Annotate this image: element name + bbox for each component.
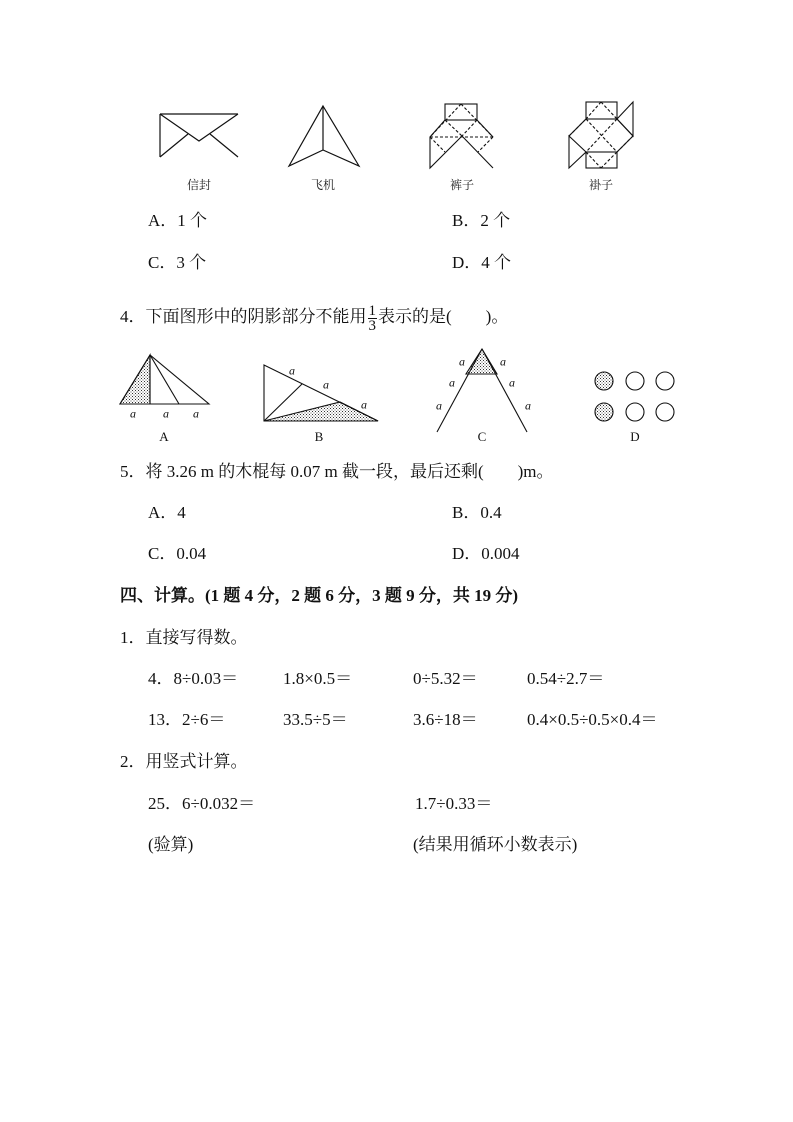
var-a: a [436, 398, 442, 413]
question-number: 1． [120, 628, 146, 647]
calc-item: 13．2÷6＝ [148, 710, 226, 729]
calc-item: 33.5÷5＝ [283, 710, 348, 729]
option-text: 0.4 [480, 503, 502, 522]
q5-question [120, 462, 554, 482]
pants-label: 裤子 [449, 178, 475, 192]
var-a: a [525, 398, 531, 413]
q4-figures [0, 0, 793, 460]
question-number: 5． [120, 462, 146, 481]
var-a: a [361, 397, 367, 412]
calc-item: 3.6÷18＝ [413, 710, 478, 729]
envelope-label: 信封 [186, 178, 212, 192]
question-text: 将 3.26 m 的木棍每 0.07 m 截一段，最后还剩( )m。 [145, 462, 554, 481]
var-a: a [500, 354, 506, 369]
figure-a [120, 355, 209, 404]
figure-a-label[interactable]: A [159, 429, 169, 444]
var-a: a [289, 363, 295, 378]
q5-option-d[interactable] [452, 544, 520, 564]
var-a: a [449, 375, 455, 390]
calc-item: 0.54÷2.7＝ [527, 669, 605, 688]
fraction-numerator: 1 [368, 302, 376, 319]
option-text: 4 [177, 503, 186, 522]
option-letter: B． [452, 211, 481, 230]
option-letter: C． [148, 253, 177, 272]
option-letter: A． [148, 211, 178, 230]
calc-item: 1.8×0.5＝ [283, 669, 353, 688]
q5-option-b[interactable] [452, 503, 502, 523]
question-number: 2． [120, 752, 146, 771]
option-letter: C． [148, 544, 177, 563]
var-a: a [459, 354, 465, 369]
question-text: 用竖式计算。 [145, 752, 248, 771]
vertical-calc-item: 25．6÷0.032＝ [148, 794, 256, 813]
option-letter: A． [148, 503, 178, 522]
var-a: a [323, 377, 329, 392]
var-a: a [130, 406, 136, 421]
option-letter: D． [452, 544, 482, 563]
section-4-title: 四、计算。(1 题 4 分，2 题 6 分，3 题 9 分，共 19 分) [120, 586, 519, 605]
figure-d-label[interactable]: D [630, 429, 640, 444]
section-4-sub2-title [120, 752, 248, 772]
repeating-decimal-note: (结果用循环小数表示) [413, 835, 578, 854]
figure-c-label[interactable]: C [477, 429, 487, 444]
figure-b [264, 365, 378, 421]
option-text: 3 个 [176, 253, 207, 272]
q5-option-a[interactable] [148, 503, 186, 523]
option-letter: D． [452, 253, 482, 272]
question-text-suffix: 表示的是( )。 [378, 307, 509, 326]
figure-c [437, 349, 527, 432]
option-text: 0.004 [481, 544, 520, 563]
option-letter: B． [452, 503, 481, 522]
option-text: 0.04 [176, 544, 207, 563]
option-text: 2 个 [480, 211, 511, 230]
section-4-sub1-title [120, 628, 248, 648]
fraction-denominator: 3 [368, 317, 376, 334]
verification-note: (验算) [148, 835, 194, 854]
shirt-label: 褂子 [588, 178, 614, 192]
q5-option-c[interactable] [148, 544, 206, 564]
figure-b-label[interactable]: B [314, 429, 324, 444]
option-text: 1 个 [177, 211, 208, 230]
question-number: 4． [120, 307, 146, 326]
question-text: 直接写得数。 [145, 628, 248, 647]
var-a: a [509, 375, 515, 390]
calc-item: 0.4×0.5÷0.5×0.4＝ [527, 710, 658, 729]
vertical-calc-item: 1.7÷0.33＝ [415, 794, 493, 813]
airplane-label: 飞机 [310, 178, 336, 192]
calc-item: 0÷5.32＝ [413, 669, 478, 688]
option-text: 4 个 [481, 253, 512, 272]
figure-d [595, 372, 674, 421]
var-a: a [193, 406, 199, 421]
var-a: a [163, 406, 169, 421]
question-text: 下面图形中的阴影部分不能用 [145, 307, 367, 326]
calc-item: 4．8÷0.03＝ [148, 669, 239, 688]
